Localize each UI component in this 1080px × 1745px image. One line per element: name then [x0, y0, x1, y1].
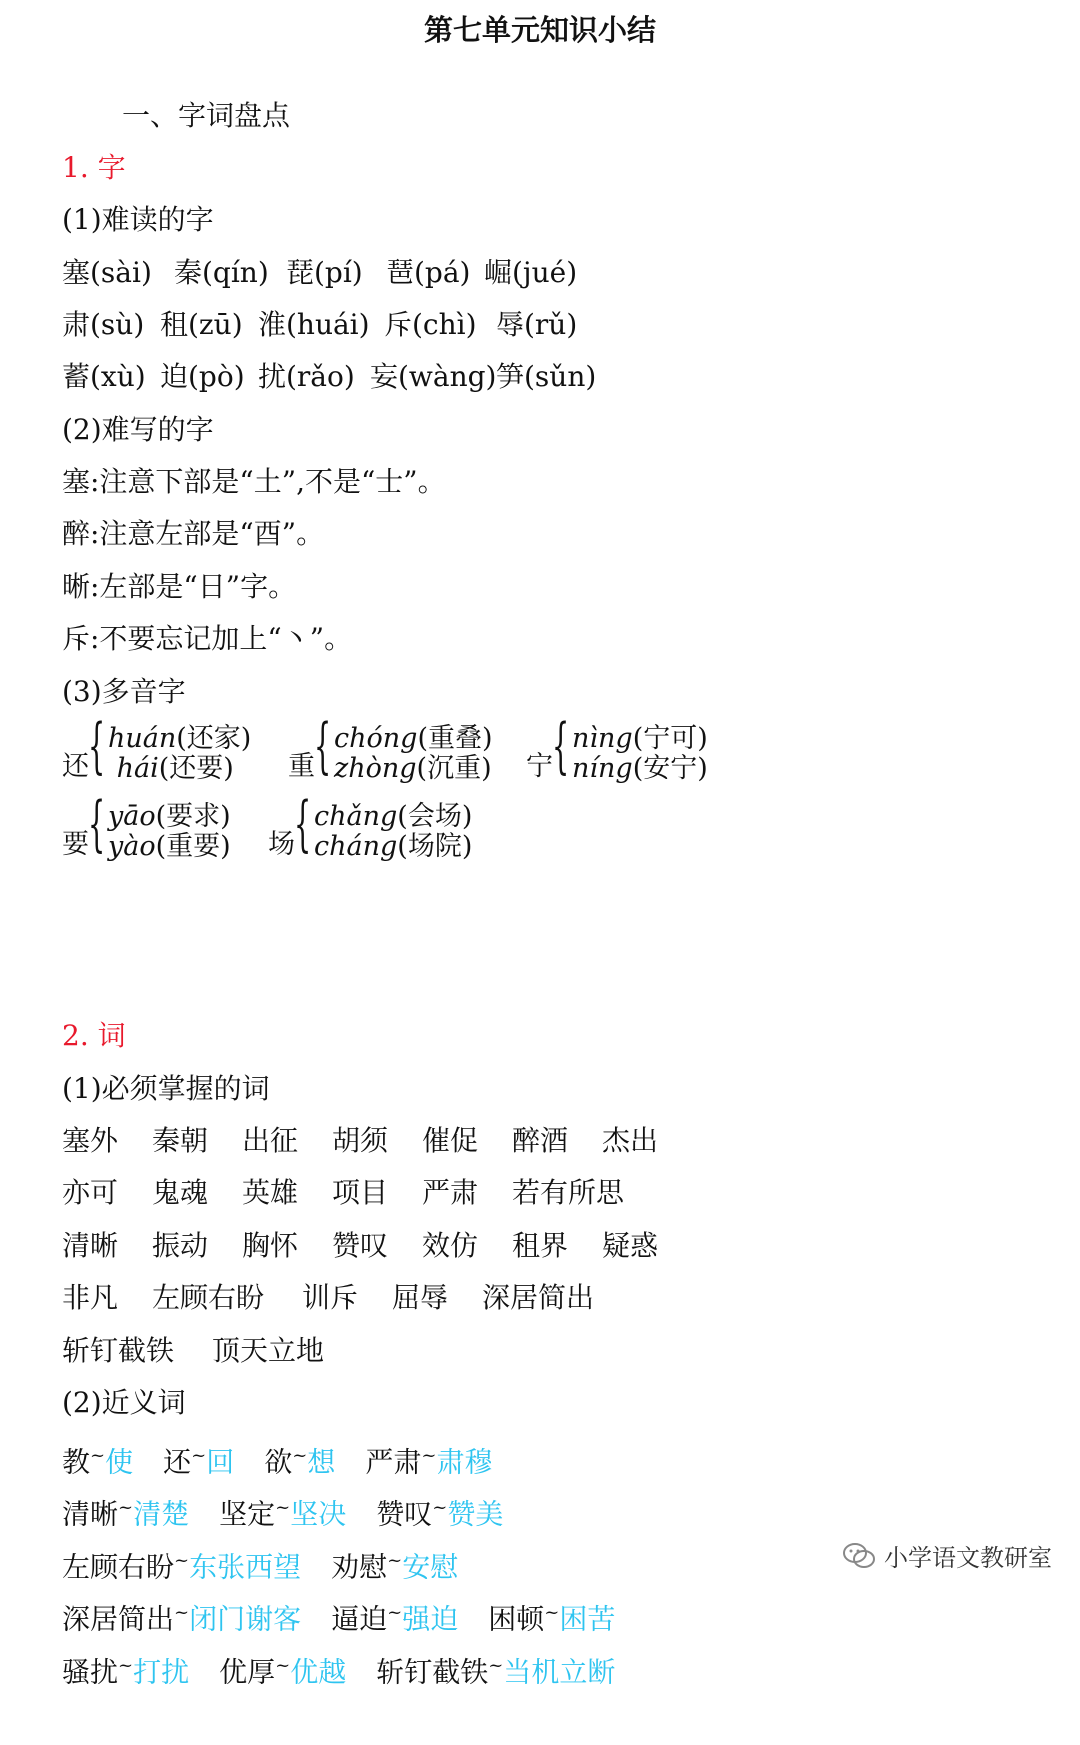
polyphone-char: 场 [268, 829, 295, 860]
pinyin: chóng [334, 723, 418, 754]
synonym: 安慰 [402, 1550, 459, 1584]
hard-write-note: 晰:左部是“日”字。 [62, 570, 297, 603]
pinyin: chǎng [314, 801, 398, 832]
word: 严肃 [365, 1445, 422, 1479]
example-word: (重叠) [417, 723, 493, 754]
word: 斩钉截铁 [376, 1655, 489, 1689]
synonym-pair [331, 1541, 458, 1587]
polyphone-char: 宁 [526, 751, 553, 782]
vocab-word: 疑惑 [602, 1229, 659, 1262]
brace-icon: { [88, 711, 106, 781]
tilde: ~ [387, 1602, 403, 1623]
vocab-word: 催促 [422, 1124, 479, 1157]
synonym: 困苦 [559, 1602, 616, 1636]
tilde: ~ [118, 1655, 134, 1676]
synonym-pair [488, 1593, 615, 1639]
hard-read-item: 辱(rǔ) [496, 308, 578, 341]
hard-read-row-3 [62, 357, 596, 397]
word: 骚扰 [62, 1655, 119, 1689]
synonym: 使 [105, 1445, 134, 1479]
wechat-icon [842, 1541, 876, 1571]
vocab-word: 严肃 [422, 1176, 479, 1209]
vocab-word: 鬼魂 [152, 1176, 209, 1209]
hard-read-item: 淮(huái) [258, 308, 370, 341]
synonym: 回 [206, 1445, 235, 1479]
synonym-pair [62, 1541, 301, 1587]
hard-read-item: 塞(sài) [62, 256, 152, 289]
synonym: 强迫 [402, 1602, 459, 1636]
example-word: (宁可) [632, 723, 708, 754]
tilde: ~ [90, 1445, 106, 1466]
tilde: ~ [174, 1602, 190, 1623]
hard-write-title: (2)难写的字 [62, 413, 214, 446]
vocab-word: 深居简出 [482, 1281, 595, 1314]
synonym: 东张西望 [189, 1550, 302, 1584]
brace-icon: { [88, 789, 106, 859]
synonym-pair [219, 1646, 346, 1692]
polyphone-char: 要 [62, 829, 89, 860]
synonym-pair [376, 1646, 615, 1692]
word: 赞叹 [376, 1497, 433, 1531]
watermark-text: 小学语文教研室 [884, 1544, 1052, 1572]
hard-read-item: 扰(rǎo) [258, 360, 355, 393]
example-word: (还要) [158, 753, 234, 784]
synonyms-row-2 [62, 1488, 533, 1534]
synonym: 闭门谢客 [189, 1602, 302, 1636]
vocab-word: 若有所思 [512, 1176, 625, 1209]
hard-read-item: 笋(sǔn) [496, 360, 597, 393]
example-word: (重要) [155, 831, 231, 862]
tilde: ~ [488, 1655, 504, 1676]
tilde: ~ [174, 1550, 190, 1571]
vocab-word: 租界 [512, 1229, 569, 1262]
vocab-word: 英雄 [242, 1176, 299, 1209]
section-heading-word-review: 一、字词盘点 [122, 99, 291, 132]
pinyin: huán [108, 723, 177, 754]
example-word: (沉重) [416, 753, 492, 784]
synonym: 当机立断 [503, 1655, 616, 1689]
must-words-title: (1)必须掌握的词 [62, 1072, 270, 1105]
example-word: (场院) [397, 831, 473, 862]
synonyms-title: (2)近义词 [62, 1386, 186, 1419]
page-title: 第七单元知识小结 [423, 13, 656, 47]
hard-write-note: 醉:注意左部是“酉”。 [62, 517, 325, 550]
vocab-word: 胡须 [332, 1124, 389, 1157]
synonym: 坚决 [290, 1497, 347, 1531]
synonym-pair [163, 1436, 234, 1482]
tilde: ~ [544, 1602, 560, 1623]
word: 坚定 [219, 1497, 276, 1531]
word: 还 [163, 1445, 192, 1479]
tilde: ~ [118, 1497, 134, 1518]
synonyms-row-1 [62, 1436, 523, 1482]
polyphone-char: 还 [62, 751, 89, 782]
synonym: 清楚 [133, 1497, 190, 1531]
vocab-word: 非凡 [62, 1281, 119, 1314]
hard-read-item: 蓄(xù) [62, 360, 146, 393]
hard-read-item: 妄(wàng) [370, 360, 497, 393]
pinyin: níng [572, 753, 633, 784]
vocab-word: 清晰 [62, 1229, 119, 1262]
hard-read-item: 琶(pá) [386, 256, 471, 289]
hard-read-item: 秦(qín) [174, 256, 269, 289]
brace-icon: { [314, 711, 332, 781]
tilde: ~ [292, 1445, 308, 1466]
tilde: ~ [275, 1655, 291, 1676]
brace-icon: { [552, 711, 570, 781]
word: 左顾右盼 [62, 1550, 175, 1584]
pinyin: yào [108, 831, 156, 862]
polyphone-char: 重 [288, 751, 315, 782]
tilde: ~ [432, 1497, 448, 1518]
hard-write-note: 斥:不要忘记加上“丶”。 [62, 622, 353, 655]
tilde: ~ [191, 1445, 207, 1466]
synonym: 赞美 [447, 1497, 504, 1531]
vocab-word: 塞外 [62, 1124, 119, 1157]
synonyms-row-3 [62, 1541, 488, 1587]
synonyms-row-5 [62, 1646, 645, 1692]
pinyin: yāo [108, 801, 156, 832]
tilde: ~ [421, 1445, 437, 1466]
word: 教 [62, 1445, 91, 1479]
vocab-word: 屈辱 [392, 1281, 449, 1314]
hard-read-item: 斥(chì) [384, 308, 477, 341]
word: 困顿 [488, 1602, 545, 1636]
vocab-word: 醉酒 [512, 1124, 569, 1157]
vocab-word: 左顾右盼 [152, 1281, 265, 1314]
hard-read-item: 崛(jué) [484, 256, 578, 289]
vocab-word: 振动 [152, 1229, 209, 1262]
synonym-pair [365, 1436, 492, 1482]
word: 逼迫 [331, 1602, 388, 1636]
word: 深居简出 [62, 1602, 175, 1636]
synonym-pair [219, 1488, 346, 1534]
pinyin: zhòng [334, 753, 417, 784]
vocab-word: 亦可 [62, 1176, 119, 1209]
word: 劝慰 [331, 1550, 388, 1584]
pinyin: hái [116, 753, 159, 784]
word: 欲 [264, 1445, 293, 1479]
synonym-pair [62, 1436, 133, 1482]
tilde: ~ [275, 1497, 291, 1518]
hard-write-note: 塞:注意下部是“土”,不是“士”。 [62, 465, 446, 498]
vocab-word: 秦朝 [152, 1124, 209, 1157]
brace-icon: { [294, 789, 312, 859]
synonym: 优越 [290, 1655, 347, 1689]
vocab-word: 出征 [242, 1124, 299, 1157]
hard-read-row-1 [62, 253, 577, 293]
subheading-words: 2. 词 [62, 1019, 126, 1052]
hard-read-item: 迫(pò) [160, 360, 245, 393]
hard-read-item: 租(zū) [160, 308, 243, 341]
must-words-row-3 [62, 1226, 658, 1266]
example-word: (安宁) [632, 753, 708, 784]
polyphone-title: (3)多音字 [62, 675, 186, 708]
subheading-characters: 1. 字 [62, 151, 126, 184]
synonym-pair [62, 1593, 301, 1639]
must-words-row-2 [62, 1173, 624, 1213]
vocab-word: 训斥 [302, 1281, 359, 1314]
synonym: 肃穆 [436, 1445, 493, 1479]
vocab-word: 顶天立地 [212, 1334, 325, 1367]
pinyin: cháng [314, 831, 398, 862]
pinyin: nìng [572, 723, 633, 754]
vocab-word: 胸怀 [242, 1229, 299, 1262]
tilde: ~ [387, 1550, 403, 1571]
synonym-pair [331, 1593, 458, 1639]
synonym-pair [62, 1646, 189, 1692]
synonym-pair [264, 1436, 335, 1482]
vocab-word: 效仿 [422, 1229, 479, 1262]
must-words-row-5 [62, 1331, 324, 1371]
synonym-pair [62, 1488, 189, 1534]
synonym: 想 [307, 1445, 336, 1479]
watermark [842, 1538, 1052, 1573]
hard-read-item: 琵(pí) [286, 256, 363, 289]
hard-read-row-2 [62, 305, 577, 345]
vocab-word: 项目 [332, 1176, 389, 1209]
synonym: 打扰 [133, 1655, 190, 1689]
word: 清晰 [62, 1497, 119, 1531]
vocab-word: 杰出 [602, 1124, 659, 1157]
must-words-row-4 [62, 1278, 594, 1318]
word: 优厚 [219, 1655, 276, 1689]
synonyms-row-4 [62, 1593, 645, 1639]
synonym-pair [376, 1488, 503, 1534]
example-word: (要求) [155, 801, 231, 832]
must-words-row-1 [62, 1121, 658, 1161]
hard-read-item: 肃(sù) [62, 308, 145, 341]
vocab-word: 斩钉截铁 [62, 1334, 175, 1367]
vocab-word: 赞叹 [332, 1229, 389, 1262]
example-word: (还家) [176, 723, 252, 754]
example-word: (会场) [397, 801, 473, 832]
hard-read-title: (1)难读的字 [62, 203, 214, 236]
